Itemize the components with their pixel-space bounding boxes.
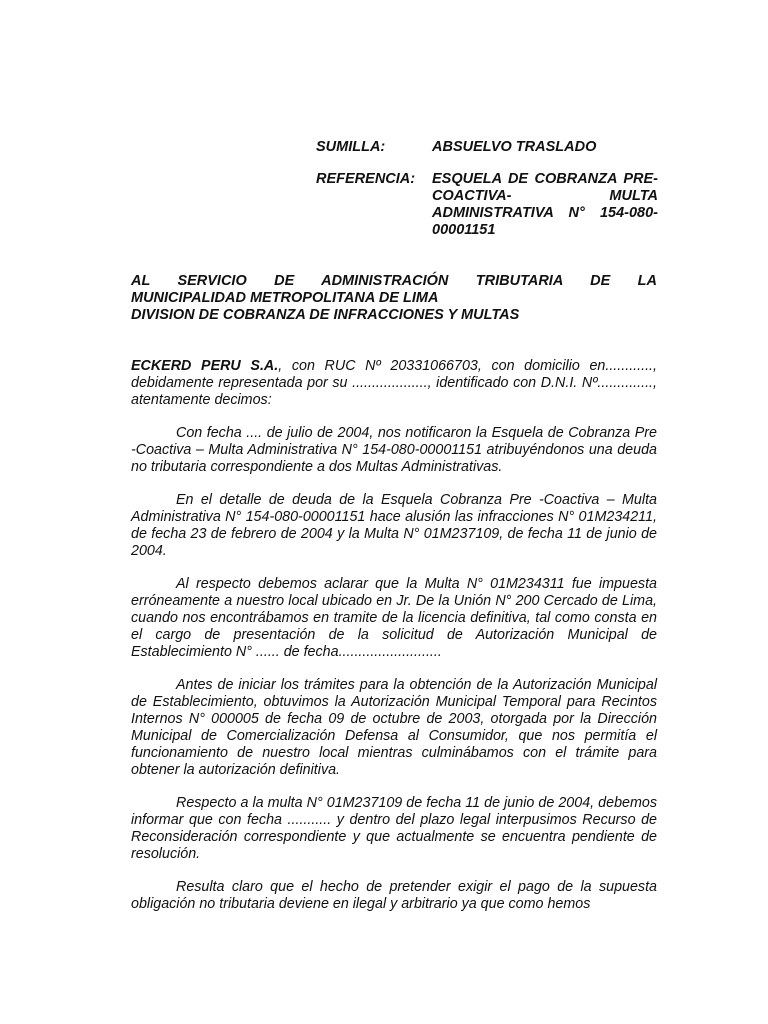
referencia-label: REFERENCIA: <box>316 171 416 187</box>
sumilla-row <box>316 139 658 156</box>
paragraph-2: En el detalle de deuda de la Esquela Cobranza Pre -Coactiva – Multa Administrativa N° 154-080-00001151 hace alusión las infracciones N° 01M234211, de fecha 23 de febrero de 2004 y la Multa N° 01M237109, de fecha 11 de junio de 2004. <box>131 492 657 559</box>
sumilla-label: SUMILLA: <box>316 139 386 155</box>
intro-paragraph <box>131 358 657 409</box>
document-header <box>316 139 658 254</box>
paragraph-3: Al respecto debemos aclarar que la Multa N° 01M234311 fue impuesta erróneamente a nuestro local ubicado en Jr. De la Unión N° 200 Cercado de Lima, cuando nos encontrábamos en tramite de la licencia definitiva, tal como consta en el cargo de presentación de la solicitud de Autorización Municipal de Establecimiento N° ...... de fecha.......................... <box>131 576 657 660</box>
referencia-value: ESQUELA DE COBRANZA PRE-COACTIVA- MULTA ADMINISTRATIVA N° 154-080-00001151 <box>432 171 658 238</box>
document-body <box>131 358 657 929</box>
paragraph-6: Resulta claro que el hecho de pretender exigir el pago de la supuesta obligación no tributaria deviene en ilegal y arbitrario ya que como hemos <box>131 879 657 912</box>
addressee-block <box>131 273 657 324</box>
company-name: ECKERD PERU S.A. <box>131 358 279 374</box>
paragraph-4: Antes de iniciar los trámites para la obtención de la Autorización Municipal de Establecimiento, obtuvimos la Autorización Municipal Temporal para Recintos Internos N° 000005 de fecha 09 de octubre de 2003, otorgada por la Dirección Municipal de Comercialización Defensa al Consumidor, que nos permitía el funcionamiento de nuestro local mientras culminábamos con el trámite para obtener la autorización definitiva. <box>131 677 657 778</box>
paragraph-1: Con fecha .... de julio de 2004, nos notificaron la Esquela de Cobranza Pre -Coactiva – Multa Administrativa N° 154-080-00001151 atribuyéndonos una deuda no tributaria correspondiente a dos Multas Administrativas. <box>131 425 657 475</box>
addressee-line-3: DIVISION DE COBRANZA DE INFRACCIONES Y MULTAS <box>131 307 520 323</box>
sumilla-value: ABSUELVO TRASLADO <box>432 139 597 155</box>
intro-text: , con RUC Nº 20331066703, con domicilio en............, debidamente representada por su ..................., identificado con D.N.I. Nº.............., atentamente decimos: <box>131 358 657 408</box>
addressee-line-2: MUNICIPALIDAD METROPOLITANA DE LIMA <box>131 290 439 306</box>
referencia-row <box>316 171 658 239</box>
addressee-line-1: AL SERVICIO DE ADMINISTRACIÓN TRIBUTARIA DE LA <box>131 273 657 289</box>
paragraph-5: Respecto a la multa N° 01M237109 de fecha 11 de junio de 2004, debemos informar que con fecha ........... y dentro del plazo legal interpusimos Recurso de Reconsideración correspondiente y que actualmente se encuentra pendiente de resolución. <box>131 795 657 862</box>
